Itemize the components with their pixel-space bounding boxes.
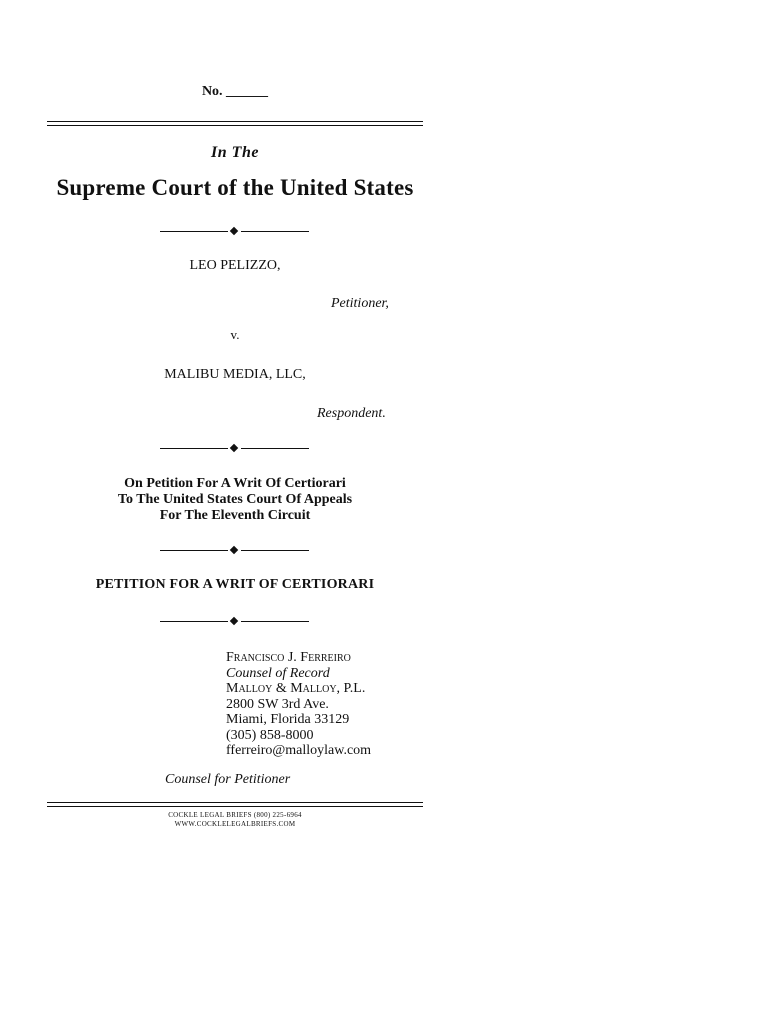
respondent-role: Respondent. <box>317 406 386 421</box>
certiorari-line: To The United States Court Of Appeals <box>117 492 353 507</box>
petitioner-name: LEO PELIZZO, <box>189 258 281 273</box>
printer-line: COCKLE LEGAL BRIEFS (800) 225-6964 <box>168 811 302 819</box>
diamond-ornament-icon <box>230 546 238 554</box>
versus-label: v. <box>230 327 240 342</box>
certiorari-line: On Petition For A Writ Of Certiorari <box>124 476 346 491</box>
top-double-rule <box>47 121 423 126</box>
printer-line: WWW.COCKLELEGALBRIEFS.COM <box>174 820 296 828</box>
address-line: 2800 SW 3rd Ave. <box>226 696 329 712</box>
petitioner-role: Petitioner, <box>331 296 389 311</box>
section-divider <box>160 545 309 555</box>
counsel-block <box>226 650 371 759</box>
counsel-role: Counsel of Record <box>226 665 330 681</box>
respondent-name: MALIBU MEDIA, LLC, <box>164 367 306 382</box>
diamond-ornament-icon <box>230 617 238 625</box>
counsel-name: Francisco J. Ferreiro <box>226 650 351 665</box>
phone-number: (305) 858-8000 <box>226 727 314 743</box>
counsel-for-petitioner: Counsel for Petitioner <box>165 772 291 787</box>
diamond-ornament-icon <box>230 444 238 452</box>
certiorari-line: For The Eleventh Circuit <box>159 508 311 523</box>
email-address: fferreiro@malloylaw.com <box>226 743 372 758</box>
section-divider <box>160 443 309 453</box>
bottom-double-rule <box>47 802 423 807</box>
in-the-heading: In The <box>211 144 259 161</box>
petition-title: PETITION FOR A WRIT OF CERTIORARI <box>95 577 375 592</box>
section-divider <box>160 616 309 626</box>
court-title: Supreme Court of the United States <box>56 175 414 200</box>
docket-number: No. ______ <box>201 84 269 99</box>
law-firm: Malloy & Malloy, P.L. <box>226 681 366 696</box>
section-divider <box>160 226 309 236</box>
diamond-ornament-icon <box>230 227 238 235</box>
certiorari-description <box>47 476 423 524</box>
printer-imprint <box>47 811 423 829</box>
address-line: Miami, Florida 33129 <box>226 712 350 727</box>
